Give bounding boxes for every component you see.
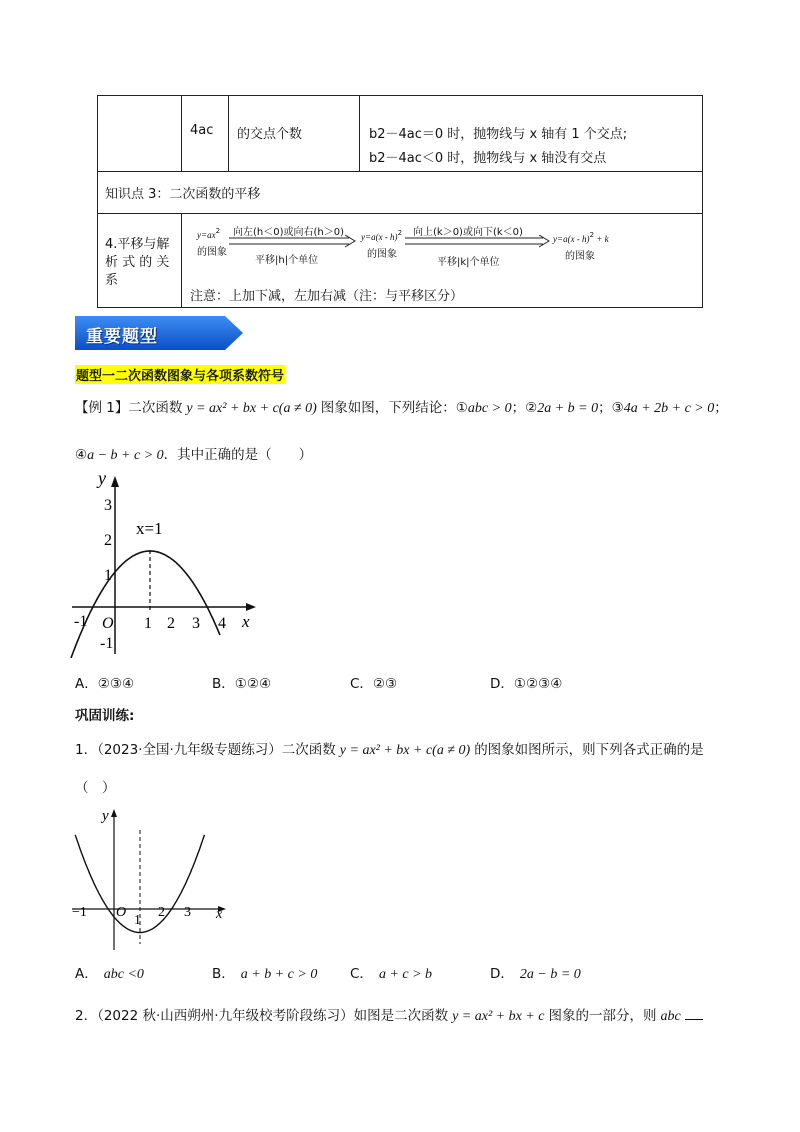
- example1-option-d[interactable]: D．①②③④: [490, 676, 563, 692]
- x-axis-arrow-icon: [246, 603, 256, 611]
- y-tick-label: -1: [100, 635, 114, 652]
- separator: ；: [714, 400, 728, 416]
- symmetry-axis-label: x=1: [136, 519, 163, 538]
- table-col-divider: [359, 95, 360, 172]
- table-border-bottom: [97, 307, 703, 308]
- table-border-top: [97, 95, 703, 96]
- circled-number: ④: [75, 447, 88, 463]
- origin-label: O: [102, 615, 114, 632]
- knowledge-point-title: 知识点 3：二次函数的平移: [105, 187, 261, 202]
- q2-suffix: 图象的一部分，则: [548, 1008, 657, 1024]
- q1-option-b[interactable]: [212, 962, 317, 983]
- cell-discriminant-zero: b2－4ac＝0 时，抛物线与 x 轴有 1 个交点;: [369, 127, 628, 142]
- q2-line1: [75, 1004, 703, 1025]
- y-axis-label: y: [102, 808, 109, 824]
- table-col-divider: [181, 213, 182, 308]
- conclusion-3: 4a + 2b + c > 0: [623, 401, 715, 416]
- x-tick-label: 4: [218, 615, 226, 632]
- parabola-graph-2: [68, 802, 232, 954]
- row-label-line1: 4.平移与解: [105, 237, 170, 252]
- parabola-curve: [70, 551, 221, 658]
- example1-option-c[interactable]: C．②③: [350, 676, 398, 692]
- conclusion-1: abc > 0: [467, 401, 512, 416]
- table-border-right: [702, 95, 703, 308]
- x-tick-label: −1: [72, 905, 87, 920]
- y-tick-label: 1: [104, 567, 112, 584]
- x-tick-label: 2: [167, 615, 175, 632]
- y-axis-label: y: [98, 468, 106, 488]
- example1-line2: [75, 443, 312, 464]
- cell-intersection-count: 的交点个数: [237, 127, 303, 142]
- example1-formula: y = ax² + bx + c(a ≠ 0): [186, 401, 317, 416]
- example1-prefix: 【例 1】二次函数: [75, 400, 183, 416]
- table-row-divider: [97, 171, 703, 172]
- arrow2-bottom-text: 平移|k|个单位: [437, 257, 500, 268]
- conclusion-4: a − b + c > 0: [87, 448, 164, 463]
- parabola-graph-1: [64, 462, 274, 658]
- section-title: 题型一二次函数图象与各项系数符号: [75, 365, 285, 384]
- arrow-right-icon: [403, 235, 553, 249]
- diagram-start-label: 的图象: [197, 247, 227, 258]
- q1-prefix: 1．（2023·全国·九年级专题练习）二次函数: [75, 742, 336, 758]
- q1-answer-paren: （ ）: [75, 780, 116, 796]
- x-tick-label: -1: [74, 613, 88, 630]
- q1-option-a[interactable]: [75, 962, 144, 983]
- q1-formula: y = ax² + bx + c(a ≠ 0): [339, 743, 471, 758]
- q2-formula: y = ax² + bx + c: [452, 1009, 545, 1024]
- arrow-right-icon: [227, 235, 359, 249]
- cell-4ac: 4ac: [190, 123, 214, 138]
- practice-title: 巩固训练:: [75, 708, 135, 724]
- row-label-line3: 系: [105, 273, 119, 288]
- q1-option-d[interactable]: [490, 962, 581, 983]
- option-expr: a + c > b: [378, 967, 433, 982]
- table-row-divider: [97, 213, 703, 214]
- q1-line1: [75, 738, 704, 759]
- banner-text: 重要题型: [86, 327, 158, 347]
- y-tick-label: 2: [104, 532, 112, 549]
- option-letter: C．: [350, 966, 373, 982]
- table-col-divider: [228, 95, 229, 172]
- translation-note: 注意：上加下减，左加右减（注：与平移区分）: [190, 289, 464, 304]
- q1-option-c[interactable]: [350, 962, 432, 983]
- option-letter: B．: [212, 966, 235, 982]
- arrow2-top-text: 向上(k＞0)或向下(k＜0): [413, 227, 523, 238]
- example1-line1: [75, 396, 728, 417]
- x-tick-label: 3: [184, 905, 191, 920]
- example1-option-b[interactable]: B．①②④: [212, 676, 272, 692]
- x-tick-label: 2: [158, 905, 165, 920]
- diagram-end-label: 的图象: [565, 251, 595, 262]
- q1-suffix: 的图象如图所示，则下列各式正确的是: [474, 742, 704, 758]
- diagram-mid-label: 的图象: [367, 249, 397, 260]
- y-axis-arrow-icon: [111, 809, 117, 817]
- x-axis-label: x: [242, 612, 250, 631]
- x-tick-label: 3: [192, 615, 200, 632]
- separator: ；②: [511, 400, 538, 416]
- x-tick-label: 1: [134, 913, 141, 928]
- cell-discriminant-negative: b2－4ac＜0 时，抛物线与 x 轴没有交点: [369, 151, 607, 166]
- option-letter: D．: [490, 966, 514, 982]
- option-expr: 2a − b = 0: [519, 967, 581, 982]
- option-expr: abc <0: [103, 967, 144, 982]
- row-label-line2: 析 式 的 关: [105, 255, 170, 270]
- option-expr: a + b + c > 0: [240, 967, 318, 982]
- table-border-left: [97, 95, 98, 308]
- diagram-end-formula: y=a(x - h)$^2$ + k: [553, 231, 609, 244]
- y-axis-arrow-icon: [111, 476, 119, 487]
- diagram-mid-formula: y=a(x - h)$^2$: [361, 229, 403, 242]
- arrow1-top-text: 向左(h＜0)或向右(h＞0): [233, 227, 345, 238]
- x-axis-label: x: [216, 907, 223, 922]
- y-tick-label: 3: [104, 497, 112, 514]
- conclusion-2: 2a + b = 0: [537, 401, 599, 416]
- x-tick-label: 1: [144, 615, 152, 632]
- origin-label: O: [116, 905, 127, 920]
- diagram-start-formula: $y=ax^2$: [197, 227, 221, 240]
- q2-prefix: 2．（2022 秋·山西朔州·九年级校考阶段练习）如图是二次函数: [75, 1008, 449, 1024]
- q2-tail-expr: abc: [660, 1009, 681, 1024]
- example1-mid: 图象如图，下列结论：①: [320, 400, 468, 416]
- table-col-divider: [181, 95, 182, 172]
- property-table: [97, 95, 703, 308]
- example1-option-a[interactable]: A．②③④: [75, 676, 135, 692]
- option-letter: A．: [75, 966, 98, 982]
- example1-question: ．其中正确的是（ ）: [163, 447, 313, 463]
- arrow1-bottom-text: 平移|h|个单位: [255, 255, 319, 266]
- separator: ；③: [598, 400, 624, 416]
- answer-blank[interactable]: [685, 1019, 703, 1020]
